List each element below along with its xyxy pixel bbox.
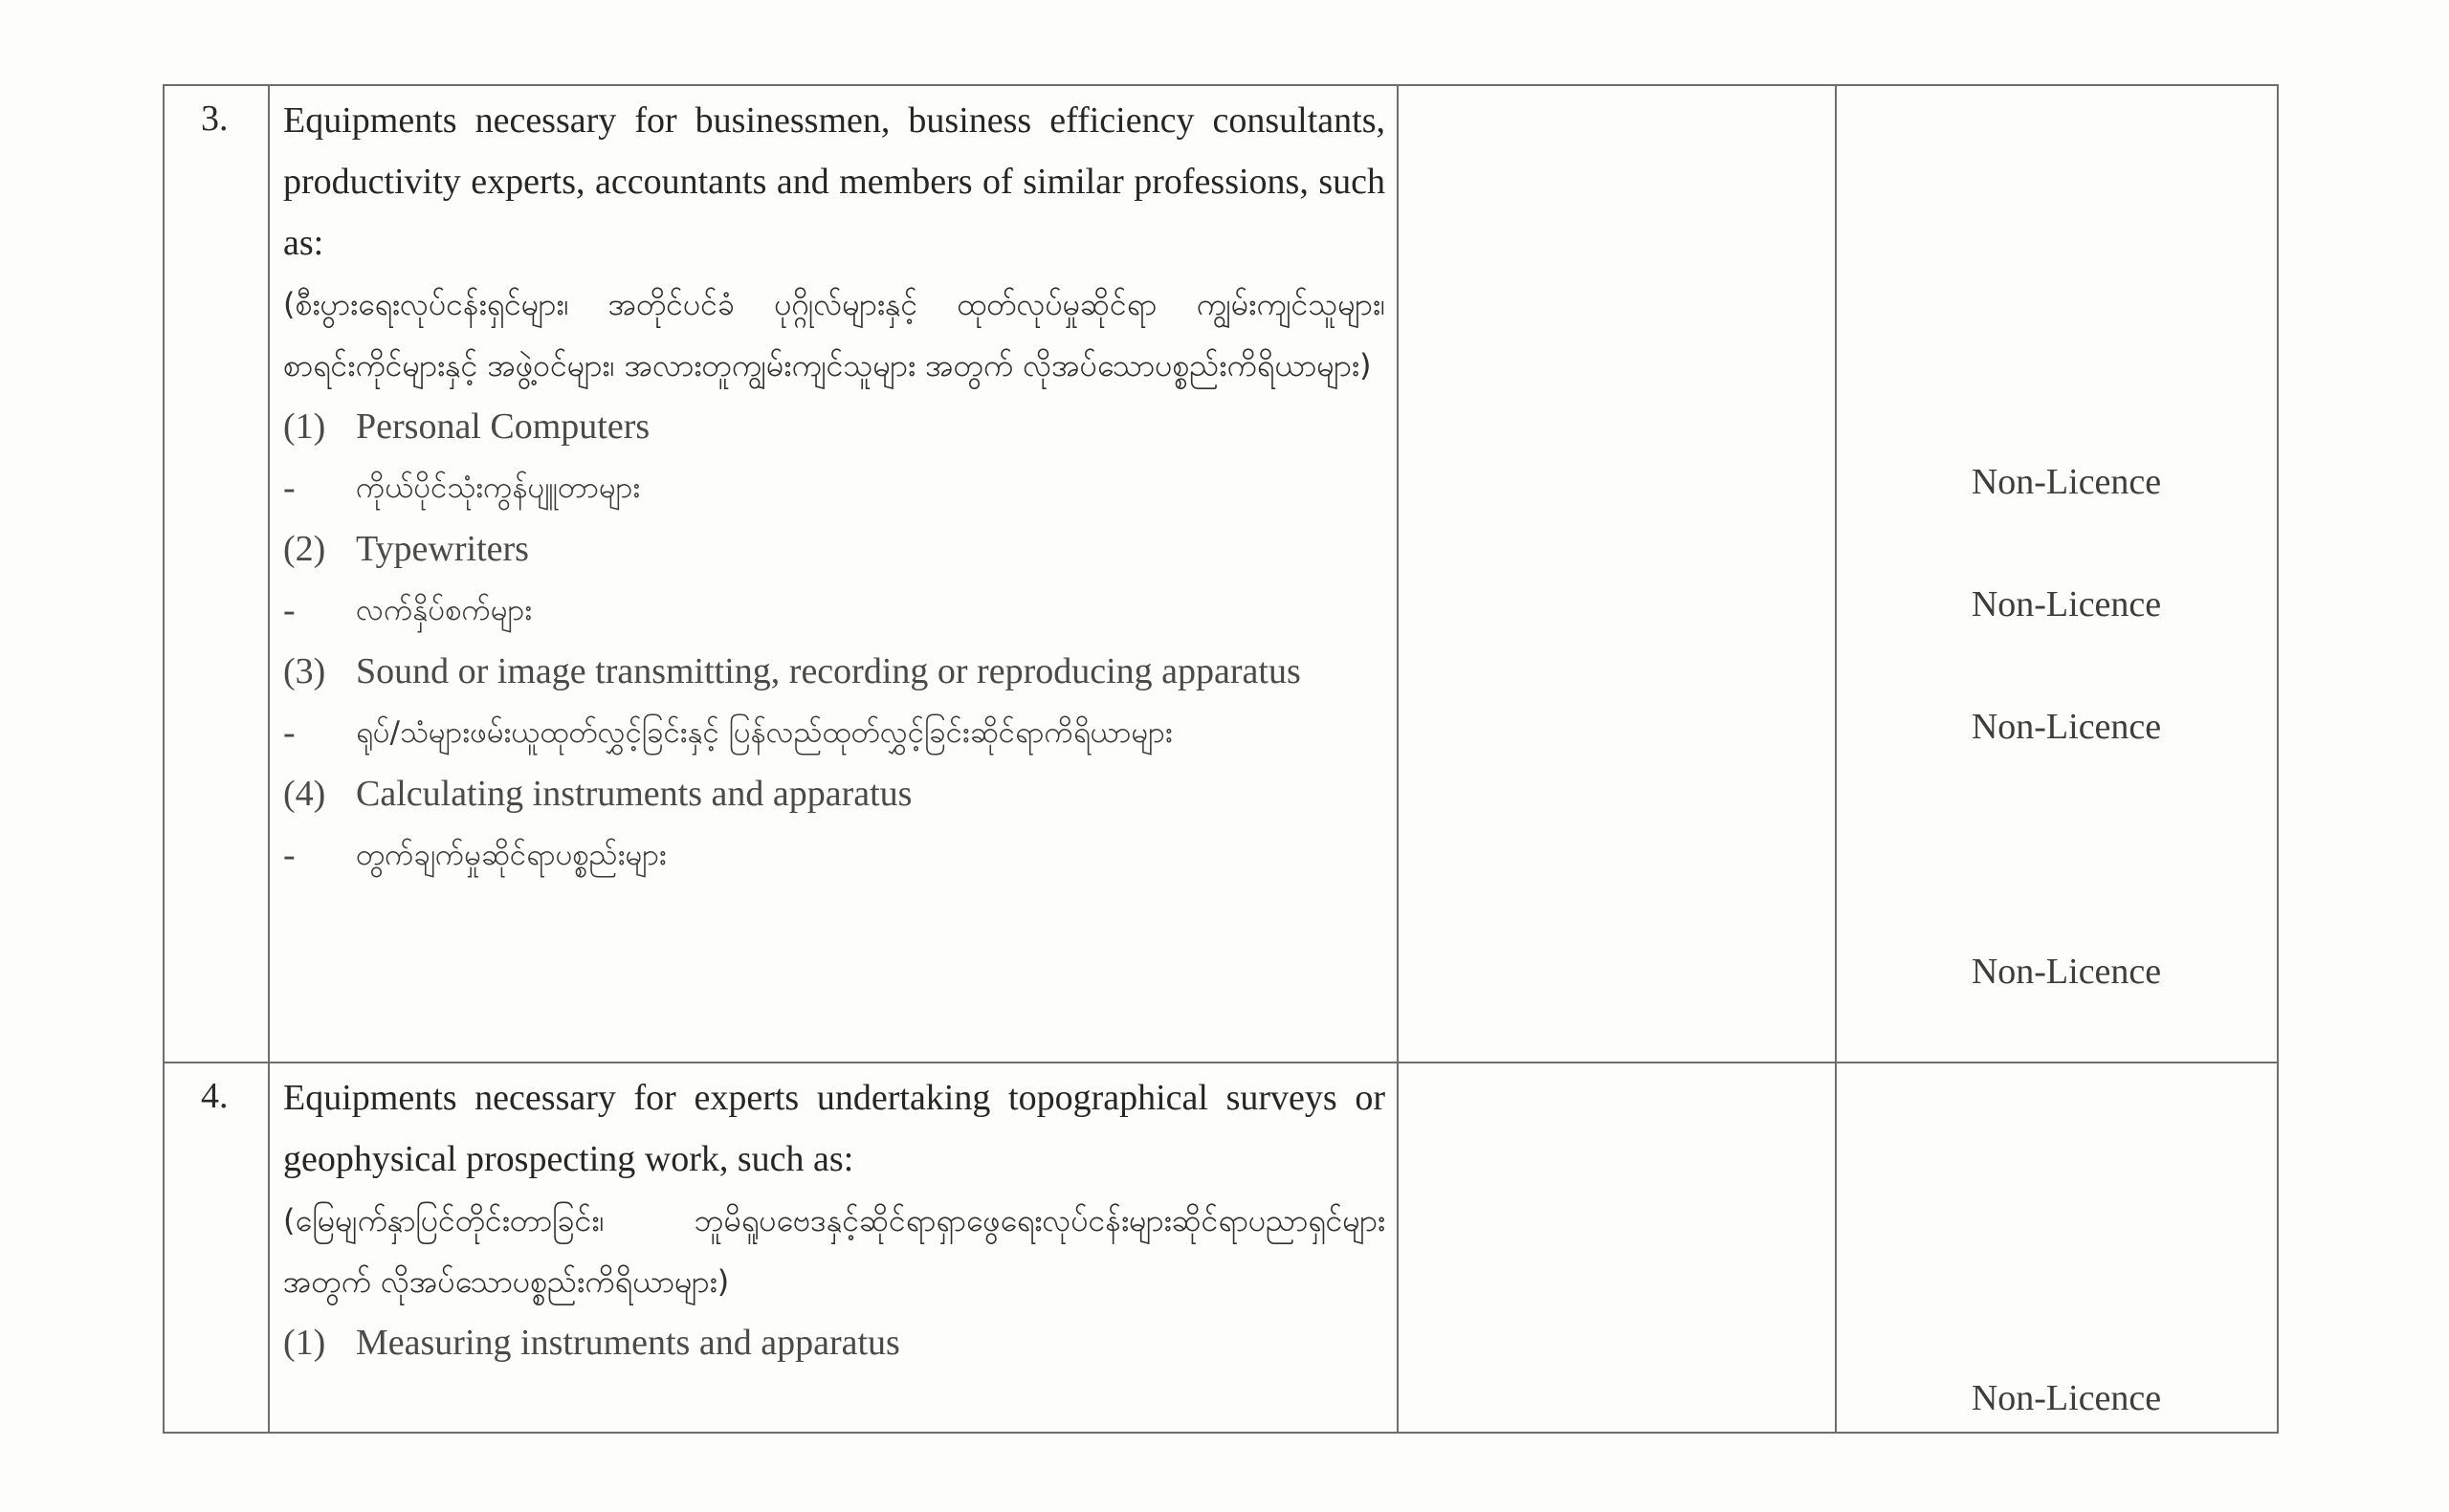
- table-row: [164, 85, 2278, 1063]
- item-myanmar: ကိုယ်ပိုင်သုံးကွန်ပျူတာများ: [356, 471, 641, 505]
- list-item-translation: [283, 457, 1385, 518]
- licence-cell: [1836, 85, 2278, 1063]
- list-item: [283, 518, 1385, 580]
- list-item: [283, 396, 1385, 457]
- dash-marker: -: [283, 590, 296, 630]
- list-item: [283, 641, 1385, 702]
- number-cell: [164, 1063, 269, 1433]
- dash-marker: -: [283, 835, 296, 875]
- list-item: [283, 763, 1385, 824]
- row-number: 4.: [201, 1076, 229, 1116]
- goods-licence-table: [163, 84, 2279, 1434]
- list-item-translation: [283, 702, 1385, 763]
- item-english: Personal Computers: [356, 406, 651, 447]
- licence-status: Non-Licence: [1971, 707, 2162, 747]
- item-marker: (2): [283, 529, 326, 569]
- item-marker: (1): [283, 406, 326, 447]
- number-cell: [164, 85, 269, 1063]
- item-myanmar: လက်နှိပ်စက်များ: [356, 593, 533, 627]
- list-item: [283, 1312, 1385, 1373]
- table-row: [164, 1063, 2278, 1433]
- row-number: 3.: [201, 99, 229, 139]
- item-marker: (1): [283, 1323, 326, 1363]
- row-heading: Equipments necessary for experts undertaking topographical surveys or geophysical prospecting work, such as:: [283, 1078, 1385, 1179]
- list-item-translation: [283, 824, 1385, 886]
- row-heading-myanmar: (မြေမျက်နှာပြင်တိုင်းတာခြင်း၊ ဘူမိရူပဗေဒနှင့်ဆိုင်ရာရှာဖွေရေးလုပ်ငန်းများဆိုင်ရာပညာရှင်များအတွက် လိုအပ်သောပစ္စည်းကိရိယာများ): [283, 1202, 1385, 1300]
- item-english: Calculating instruments and apparatus: [356, 774, 913, 814]
- list-item-translation: [283, 580, 1385, 641]
- dash-marker: -: [283, 712, 296, 753]
- empty-cell: [1398, 85, 1836, 1063]
- item-english: Measuring instruments and apparatus: [356, 1323, 900, 1363]
- description-cell: [269, 85, 1398, 1063]
- item-english: Typewriters: [356, 529, 529, 569]
- description-cell: [269, 1063, 1398, 1433]
- licence-status: Non-Licence: [1971, 462, 2162, 502]
- licence-status: Non-Licence: [1971, 952, 2162, 992]
- licence-status: Non-Licence: [1971, 1378, 2162, 1418]
- row-heading-myanmar: (စီးပွားရေးလုပ်ငန်းရှင်များ၊ အတိုင်ပင်ခံ ပုဂ္ဂိုလ်များနှင့် ထုတ်လုပ်မှုဆိုင်ရာ ကျွမ်းကျင်သူများ၊ စာရင်းကိုင်များနှင့် အဖွဲ့ဝင်များ၊ အလားတူကျွမ်းကျင်သူများ အတွက် လိုအပ်သောပစ္စည်းကိရိယာများ): [283, 286, 1385, 383]
- row-heading: Equipments necessary for businessmen, business efficiency consultants, productivity experts, accountants and members of similar professions, such as:: [283, 100, 1385, 263]
- item-myanmar: တွက်ချက်မှုဆိုင်ရာပစ္စည်းများ: [356, 838, 667, 872]
- item-myanmar: ရုပ်/သံများဖမ်းယူထုတ်လွှင့်ခြင်းနှင့် ပြန်လည်ထုတ်လွှင့်ခြင်းဆိုင်ရာကိရိယာများ: [356, 715, 1173, 750]
- empty-cell: [1398, 1063, 1836, 1433]
- item-marker: (4): [283, 774, 326, 814]
- licence-status: Non-Licence: [1971, 584, 2162, 625]
- dash-marker: -: [283, 468, 296, 508]
- licence-cell: [1836, 1063, 2278, 1433]
- item-english: Sound or image transmitting, recording or reproducing apparatus: [356, 651, 1301, 691]
- item-marker: (3): [283, 651, 326, 691]
